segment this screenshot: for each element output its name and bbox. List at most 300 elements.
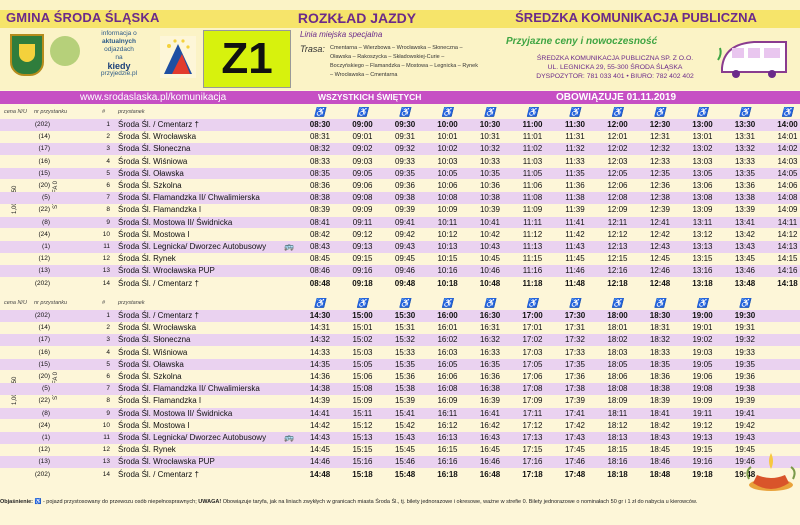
departure-time: 09:03 <box>352 156 373 166</box>
departure-time: 18:18 <box>607 469 628 479</box>
departure-time: 15:32 <box>394 335 416 345</box>
departure-time: 09:35 <box>394 168 416 178</box>
departure-time: 17:32 <box>564 335 586 345</box>
departure-time: 09:38 <box>394 193 416 203</box>
departure-time: 11:01 <box>522 132 543 142</box>
departure-time: 16:36 <box>479 372 501 381</box>
departure-time: 17:16 <box>522 457 543 467</box>
departure-time: 13:09 <box>692 205 713 215</box>
departure-time: 13:03 <box>692 156 713 166</box>
stop-index: 4 <box>106 157 110 165</box>
departure-time: 12:05 <box>607 168 628 178</box>
stop-code: (15) <box>38 360 50 368</box>
departure-time: 11:30 <box>564 120 586 129</box>
bus-icon: 🚌 <box>284 242 294 251</box>
departure-time: 13:06 <box>692 181 713 190</box>
stop-index: 10 <box>102 421 110 429</box>
departure-time: 09:31 <box>394 132 416 142</box>
departure-time: 11:08 <box>522 193 543 203</box>
departure-time: 19:36 <box>734 372 756 381</box>
index-header: # <box>102 109 106 115</box>
route-label: Trasa: <box>300 44 325 54</box>
stop-index: 4 <box>106 348 110 356</box>
departure-time: 14:13 <box>777 242 798 251</box>
departure-time: 15:31 <box>394 323 416 333</box>
departure-time: 08:46 <box>309 266 331 276</box>
table-row <box>0 371 800 383</box>
wheelchair-icon: ♿ <box>569 107 581 117</box>
stop-code: (17) <box>38 336 50 344</box>
departure-time: 09:30 <box>394 120 416 129</box>
departure-time: 10:31 <box>479 132 501 142</box>
departure-time: 13:00 <box>692 120 713 129</box>
departure-time: 18:46 <box>649 457 671 467</box>
stop-code: (202) <box>34 312 50 319</box>
departure-time: 10:38 <box>479 193 501 203</box>
departure-time: 18:41 <box>649 408 671 418</box>
departure-time: 16:32 <box>479 335 501 345</box>
departure-time: 14:08 <box>777 193 798 203</box>
stop-name: Środa Śl. / Cmentarz † <box>118 311 199 320</box>
table-row <box>0 347 800 359</box>
departure-time: 11:43 <box>565 242 585 251</box>
candle-icon <box>745 445 797 493</box>
departure-time: 18:31 <box>649 323 671 333</box>
departure-time: 13:35 <box>734 168 756 178</box>
stop-index: 2 <box>106 133 110 141</box>
table-row <box>0 204 800 216</box>
departure-time: 10:48 <box>479 278 501 288</box>
departure-time: 19:35 <box>734 359 756 369</box>
wheelchair-icon: ♿ <box>654 298 666 308</box>
departure-time: 15:42 <box>394 420 416 430</box>
departure-time: 12:41 <box>649 217 671 227</box>
departure-time: 12:39 <box>649 205 671 215</box>
departure-time: 19:42 <box>734 420 756 430</box>
stop-name: Środa Śl. / Cmentarz † <box>118 278 199 288</box>
table-row <box>0 383 800 395</box>
departure-time: 13:45 <box>734 254 756 264</box>
departure-time: 09:46 <box>394 266 416 276</box>
departure-time: 15:38 <box>394 384 416 394</box>
departure-time: 10:33 <box>479 156 501 166</box>
table-row <box>0 241 800 253</box>
stop-index: 7 <box>106 385 110 393</box>
departure-time: 16:31 <box>479 323 501 333</box>
departure-time: 10:06 <box>437 181 458 190</box>
departure-time: 18:02 <box>607 335 628 345</box>
stop-name: Środa Śl. Wrocławska <box>118 132 197 142</box>
departure-time: 19:12 <box>692 420 713 430</box>
departure-time: 19:33 <box>734 347 756 357</box>
departure-time: 11:46 <box>565 266 585 276</box>
stop-index: 14 <box>102 470 110 478</box>
stop-name: Środa Śl. Legnicka/ Dworzec Autobusowy <box>118 433 267 442</box>
departure-time: 19:43 <box>734 433 756 442</box>
table-row <box>0 322 800 334</box>
stop-name: Środa Śl. Wiśniowa <box>118 347 188 357</box>
departure-time: 10:05 <box>437 168 458 178</box>
route-number: Z1 <box>203 30 291 88</box>
fare-header: cena N/U <box>4 109 27 115</box>
table-row <box>0 359 800 371</box>
departure-time: 15:03 <box>352 347 373 357</box>
departure-time: 15:39 <box>394 396 416 406</box>
departure-time: 16:46 <box>479 457 501 467</box>
departure-time: 11:42 <box>565 229 585 239</box>
departure-time: 12:15 <box>607 254 628 264</box>
departure-time: 12:06 <box>607 181 628 190</box>
stop-code: (13) <box>38 267 50 275</box>
departure-time: 15:41 <box>394 408 416 418</box>
departure-time: 09:18 <box>352 278 373 288</box>
departure-time: 13:41 <box>734 217 756 227</box>
departure-time: 19:32 <box>734 335 756 345</box>
stop-name: Środa Śl. Flamandzka II/ Chwalimierska <box>118 384 260 394</box>
wheelchair-icon: ♿ <box>696 298 709 308</box>
departure-time: 13:13 <box>692 242 713 251</box>
departure-time: 17:43 <box>564 433 586 442</box>
coat-of-arms-icon <box>10 34 44 76</box>
departure-time: 15:09 <box>352 396 373 406</box>
departure-time: 09:02 <box>352 144 373 154</box>
company-name: ŚREDZKA KOMUNIKACJA PUBLICZNA SP. Z O.O. <box>536 55 694 62</box>
stop-index: 14 <box>102 279 110 287</box>
wheelchair-icon: ♿ <box>484 107 496 117</box>
stop-index: 12 <box>102 446 110 454</box>
departure-time: 10:43 <box>479 242 501 251</box>
departure-time: 08:45 <box>309 254 331 264</box>
departure-time: 18:16 <box>607 457 628 467</box>
bus-icon: 🚌 <box>284 433 294 442</box>
departure-time: 11:00 <box>522 120 543 129</box>
departure-time: 17:12 <box>522 420 543 430</box>
departure-time: 16:12 <box>437 420 458 430</box>
departure-time: 10:11 <box>437 217 458 227</box>
departure-time: 14:03 <box>777 156 798 166</box>
departure-time: 15:08 <box>352 384 373 394</box>
departure-time: 14:16 <box>777 266 798 276</box>
departure-time: 18:15 <box>607 445 628 455</box>
company-title: ŚREDZKA KOMUNIKACJA PUBLICZNA <box>515 10 757 25</box>
stop-index: 3 <box>106 145 110 153</box>
fare-header: cena N/U <box>4 300 27 306</box>
stop-name: Środa Śl. Rynek <box>118 445 176 455</box>
header <box>0 0 800 90</box>
stop-index: 9 <box>106 218 110 226</box>
departure-time: 14:11 <box>777 217 798 227</box>
departure-time: 13:15 <box>692 254 713 264</box>
departure-time: 10:18 <box>437 278 458 288</box>
departure-time: 17:46 <box>564 457 586 467</box>
departure-time: 09:42 <box>394 229 416 239</box>
departure-time: 12:01 <box>607 132 628 142</box>
wheelchair-icon: ♿ <box>399 107 411 117</box>
departure-time: 13:12 <box>692 229 713 239</box>
departure-time: 16:30 <box>479 311 501 320</box>
table-row <box>0 278 800 290</box>
stop-index: 1 <box>106 121 110 128</box>
departure-time: 09:32 <box>394 144 416 154</box>
departure-time: 18:36 <box>649 372 671 381</box>
stop-name: Środa Śl. Rynek <box>118 254 176 264</box>
departure-time: 11:33 <box>565 156 585 166</box>
departure-time: 12:38 <box>649 193 671 203</box>
departure-time: 14:48 <box>309 469 331 479</box>
departure-time: 16:38 <box>479 384 501 394</box>
departure-time: 16:45 <box>479 445 501 455</box>
table-row <box>0 456 800 468</box>
departure-time: 12:42 <box>649 229 671 239</box>
stop-index: 11 <box>103 243 110 250</box>
info-line3: odjazdach <box>104 46 134 53</box>
stop-index: 13 <box>102 267 110 275</box>
departure-time: 16:08 <box>437 384 458 394</box>
departure-time: 10:13 <box>437 242 458 251</box>
stop-header: przystanek <box>118 300 145 306</box>
departure-time: 16:48 <box>479 469 501 479</box>
stop-name: Środa Śl. Mostowa I <box>118 420 190 430</box>
departure-time: 18:42 <box>649 420 671 430</box>
departure-time: 13:31 <box>734 132 756 142</box>
departure-time: 09:01 <box>352 132 373 142</box>
departure-time: 11:03 <box>522 156 543 166</box>
departure-time: 14:39 <box>309 396 331 406</box>
table-row <box>0 253 800 265</box>
departure-time: 19:39 <box>734 396 756 406</box>
stop-name: Środa Śl. Legnicka/ Dworzec Autobusowy <box>118 242 267 251</box>
departure-time: 12:30 <box>649 120 671 129</box>
stop-name: Środa Śl. Szkolna <box>118 372 182 381</box>
departure-time: 08:32 <box>309 144 331 154</box>
departure-time: 10:12 <box>437 229 458 239</box>
departure-time: 19:45 <box>734 445 756 455</box>
departure-time: 17:05 <box>522 359 543 369</box>
departure-time: 19:09 <box>692 396 713 406</box>
departure-time: 13:02 <box>692 144 713 154</box>
table-row <box>0 395 800 407</box>
departure-time: 14:41 <box>309 408 331 418</box>
timetable-title: ROZKŁAD JAZDY <box>297 10 417 26</box>
departure-time: 17:45 <box>564 445 586 455</box>
departure-time: 12:03 <box>607 156 628 166</box>
departure-time: 14:18 <box>777 278 798 288</box>
departure-time: 12:16 <box>607 266 628 276</box>
stop-code: (17) <box>38 145 50 153</box>
wheelchair-icon: ♿ <box>611 298 624 308</box>
stop-code: (16) <box>38 157 50 165</box>
departure-time: 13:39 <box>734 205 756 215</box>
departure-time: 11:45 <box>565 254 585 264</box>
wheelchair-icon: ♿ <box>399 298 411 308</box>
wheelchair-icon: ♿ <box>356 298 369 308</box>
stop-name: Środa Śl. Wrocławska PUP <box>118 266 215 276</box>
departure-time: 12:18 <box>607 278 628 288</box>
departure-time: 09:43 <box>394 242 416 251</box>
departure-time: 18:33 <box>649 347 671 357</box>
stop-code: (20) <box>38 373 50 380</box>
departure-time: 10:32 <box>479 144 501 154</box>
bus-logo-icon <box>716 30 792 86</box>
wheelchair-icon: ♿ <box>34 499 42 505</box>
table-row <box>0 168 800 180</box>
departure-time: 18:11 <box>607 408 628 418</box>
stop-name: Środa Śl. Mostowa II/ Świdnicka <box>118 217 233 227</box>
departure-time: 14:45 <box>309 445 331 455</box>
stop-index: 12 <box>102 255 110 263</box>
departure-time: 19:06 <box>692 372 713 381</box>
departure-time: 11:38 <box>565 193 585 203</box>
departure-time: 19:48 <box>734 469 756 479</box>
stop-code: (202) <box>34 121 50 128</box>
line-type: Linia miejska specjalna <box>300 30 383 39</box>
stop-index: 8 <box>106 397 110 405</box>
departure-time: 10:02 <box>437 144 458 154</box>
departure-time: 19:02 <box>692 335 713 345</box>
departure-time: 12:13 <box>607 242 628 251</box>
departure-time: 14:42 <box>309 420 331 430</box>
stop-name: Środa Śl. Oławska <box>118 168 184 178</box>
departure-time: 15:18 <box>352 469 373 479</box>
stop-name: Środa Śl. Słoneczna <box>118 144 191 154</box>
info-panel <box>84 30 154 78</box>
departure-time: 13:18 <box>692 278 713 288</box>
departure-time: 16:35 <box>479 359 501 369</box>
departure-time: 18:30 <box>649 311 671 320</box>
wheelchair-icon: ♿ <box>739 298 751 308</box>
departure-time: 18:03 <box>607 347 628 357</box>
departure-time: 19:01 <box>692 323 713 333</box>
stop-index: 9 <box>106 409 110 417</box>
stop-code: (20) <box>38 182 50 189</box>
stop-code: (24) <box>38 421 50 429</box>
company-contacts: DYSPOZYTOR: 781 033 401 • BIURO: 782 402 402 <box>536 73 694 80</box>
stop-code: (22) <box>38 206 50 214</box>
info-line1: informacja o <box>101 30 137 37</box>
wheelchair-icon: ♿ <box>569 298 581 308</box>
departure-time: 18:48 <box>649 469 671 479</box>
departure-time: 11:09 <box>522 205 543 215</box>
departure-time: 15:46 <box>394 457 416 467</box>
departure-time: 18:38 <box>649 384 671 394</box>
departure-time: 18:35 <box>649 359 671 369</box>
departure-time: 08:43 <box>309 242 331 251</box>
departure-time: 10:15 <box>437 254 458 264</box>
departure-time: 09:09 <box>352 205 373 215</box>
departure-time: 12:36 <box>649 181 671 190</box>
stop-name: Środa Śl. Wrocławska <box>118 323 197 333</box>
departure-time: 18:39 <box>649 396 671 406</box>
departure-time: 17:35 <box>564 359 586 369</box>
stop-code: (22) <box>38 397 50 405</box>
timetable-block-afternoon <box>0 297 800 483</box>
departure-time: 14:09 <box>777 205 798 215</box>
stop-index: 8 <box>106 206 110 214</box>
departure-time: 11:41 <box>565 217 585 227</box>
departure-time: 15:48 <box>394 469 416 479</box>
departure-time: 17:39 <box>564 396 586 406</box>
departure-time: 13:42 <box>734 229 756 239</box>
departure-time: 18:09 <box>607 396 628 406</box>
stop-index: 13 <box>102 458 110 466</box>
stop-index: 3 <box>106 336 110 344</box>
departure-time: 10:42 <box>479 229 501 239</box>
departure-time: 19:15 <box>692 445 713 455</box>
departure-time: 12:31 <box>649 132 671 142</box>
table-row <box>0 469 800 481</box>
departure-time: 14:33 <box>309 347 331 357</box>
wheelchair-icon: ♿ <box>526 298 539 308</box>
departure-time: 17:01 <box>522 323 543 333</box>
departure-time: 11:32 <box>565 144 585 154</box>
valid-date: 01.11.2019 <box>626 92 677 103</box>
departure-time: 17:13 <box>522 433 543 442</box>
departure-time: 16:00 <box>437 311 458 320</box>
wheelchair-icon: ♿ <box>781 107 794 117</box>
departure-time: 08:48 <box>309 278 331 288</box>
departure-time: 12:09 <box>607 205 628 215</box>
departure-time: 08:30 <box>309 120 331 129</box>
departure-time: 14:30 <box>309 311 331 320</box>
departure-time: 16:01 <box>437 323 458 333</box>
departure-time: 16:06 <box>437 372 458 381</box>
departure-time: 14:31 <box>309 323 331 333</box>
departure-time: 18:32 <box>649 335 671 345</box>
departure-time: 16:42 <box>479 420 501 430</box>
departure-time: 15:43 <box>394 433 416 442</box>
wheelchair-icon: ♿ <box>441 107 454 117</box>
departure-time: 12:12 <box>607 229 628 239</box>
stop-name: Środa Śl. Wiśniowa <box>118 156 188 166</box>
timetable-block-morning <box>0 106 800 290</box>
table-row <box>0 143 800 155</box>
departure-time: 16:41 <box>479 408 501 418</box>
departure-time: 14:12 <box>777 229 798 239</box>
departure-time: 14:35 <box>309 359 331 369</box>
departure-time: 18:13 <box>607 433 628 442</box>
departure-time: 09:45 <box>394 254 416 264</box>
wheelchair-icon: ♿ <box>526 107 539 117</box>
departure-time: 11:02 <box>522 144 543 154</box>
index-header: # <box>102 300 106 306</box>
departure-time: 10:08 <box>437 193 458 203</box>
departure-time: 17:00 <box>522 311 543 320</box>
wheelchair-icon: ♿ <box>314 298 326 308</box>
info-line2: aktualnych <box>102 38 136 45</box>
stop-index: 5 <box>106 360 110 368</box>
stop-index: 5 <box>106 169 110 177</box>
departure-time: 13:30 <box>734 120 756 129</box>
table-row <box>0 131 800 143</box>
departure-time: 18:05 <box>607 359 628 369</box>
slogan: Przyjazne ceny i nowoczesność <box>506 36 658 47</box>
departure-time: 15:33 <box>394 347 416 357</box>
departure-time: 19:31 <box>734 323 756 333</box>
departure-time: 17:41 <box>564 408 586 418</box>
departure-time: 13:43 <box>734 242 756 251</box>
departure-time: 15:15 <box>352 445 373 455</box>
departure-time: 09:41 <box>394 217 416 227</box>
footer-text1: - pojazd przystosowany do przewozu osób niepełnosprawnych; <box>42 499 197 505</box>
departure-time: 17:48 <box>564 469 586 479</box>
departure-time: 15:06 <box>352 372 373 381</box>
departure-time: 12:11 <box>607 217 628 227</box>
stop-code: (5) <box>42 194 50 202</box>
departure-time: 15:05 <box>352 359 373 369</box>
departure-time: 11:06 <box>522 181 543 190</box>
website-link[interactable]: www.srodaslaska.pl/komunikacja <box>80 92 227 103</box>
stop-index: 2 <box>106 324 110 332</box>
